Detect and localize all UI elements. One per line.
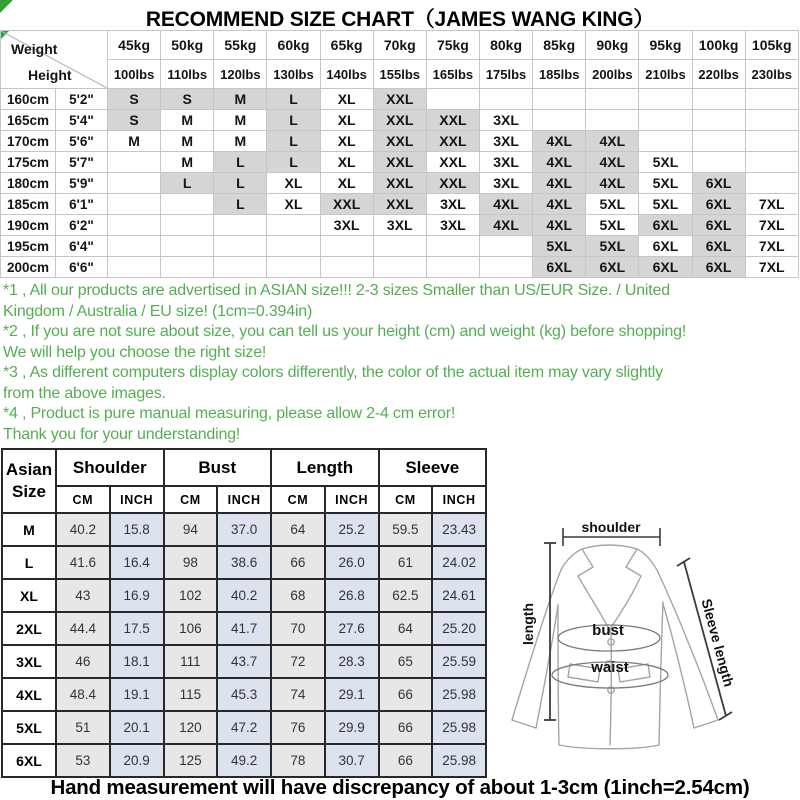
measure-value: 43.7 bbox=[217, 645, 271, 678]
size-cell: XL bbox=[320, 173, 373, 194]
measure-row bbox=[2, 678, 486, 711]
measure-value: 29.1 bbox=[325, 678, 379, 711]
size-label: Size bbox=[11, 482, 47, 501]
weight-kg-header: 90kg bbox=[586, 31, 639, 60]
measure-value: 40.2 bbox=[217, 579, 271, 612]
measure-value: 24.61 bbox=[432, 579, 486, 612]
note-line: *2 , If you are not sure about size, you can tell us your height (cm) and weight (kg) before shopping! bbox=[3, 323, 687, 340]
size-cell: XXL bbox=[373, 173, 426, 194]
size-cell: 6XL bbox=[586, 257, 639, 278]
size-cell bbox=[533, 110, 586, 131]
size-cell: L bbox=[267, 110, 320, 131]
size-cell bbox=[214, 257, 267, 278]
height-ft-label: 6'2" bbox=[56, 215, 108, 236]
size-matrix-row bbox=[1, 110, 799, 131]
measure-size-label: 3XL bbox=[2, 645, 56, 678]
measure-value: 68 bbox=[271, 579, 325, 612]
jacket-measure-diagram bbox=[498, 452, 796, 777]
measure-value: 115 bbox=[164, 678, 218, 711]
size-cell bbox=[745, 89, 798, 110]
size-cell bbox=[267, 215, 320, 236]
measure-value: 17.5 bbox=[110, 612, 164, 645]
measure-value: 25.98 bbox=[432, 678, 486, 711]
measure-value: 78 bbox=[271, 744, 325, 777]
size-matrix-row bbox=[1, 131, 799, 152]
size-cell: 3XL bbox=[426, 215, 479, 236]
size-cell: 4XL bbox=[533, 194, 586, 215]
size-cell: L bbox=[267, 131, 320, 152]
size-cell: 3XL bbox=[426, 194, 479, 215]
measure-value: 23.43 bbox=[432, 513, 486, 546]
size-cell bbox=[426, 257, 479, 278]
size-cell: 5XL bbox=[639, 152, 692, 173]
weight-lbs-header: 175lbs bbox=[479, 60, 532, 89]
size-cell bbox=[479, 257, 532, 278]
measure-row bbox=[2, 546, 486, 579]
size-cell: 6XL bbox=[692, 257, 745, 278]
height-ft-label: 6'6" bbox=[56, 257, 108, 278]
weight-lbs-header: 155lbs bbox=[373, 60, 426, 89]
asian-label: Asian bbox=[5, 459, 53, 479]
measure-sub-header: INCH bbox=[432, 486, 486, 513]
measure-value: 62.5 bbox=[379, 579, 433, 612]
measure-sub-header: CM bbox=[271, 486, 325, 513]
page-title: RECOMMEND SIZE CHART（JAMES WANG KING） bbox=[145, 8, 655, 31]
measure-value: 72 bbox=[271, 645, 325, 678]
measure-value: 16.9 bbox=[110, 579, 164, 612]
height-cm-label: 195cm bbox=[1, 236, 56, 257]
measure-group-header: Length bbox=[271, 449, 379, 486]
measure-sub-row bbox=[2, 486, 486, 513]
size-recommendation-table bbox=[0, 30, 799, 278]
measure-size-label: 4XL bbox=[2, 678, 56, 711]
measure-value: 125 bbox=[164, 744, 218, 777]
size-cell bbox=[745, 131, 798, 152]
size-matrix-row bbox=[1, 215, 799, 236]
size-cell bbox=[108, 236, 161, 257]
size-cell: XL bbox=[267, 173, 320, 194]
weight-kg-header: 60kg bbox=[267, 31, 320, 60]
measure-value: 45.3 bbox=[217, 678, 271, 711]
measure-size-label: L bbox=[2, 546, 56, 579]
size-cell: 5XL bbox=[586, 215, 639, 236]
size-cell: 6XL bbox=[692, 236, 745, 257]
size-cell: 7XL bbox=[745, 215, 798, 236]
measure-value: 98 bbox=[164, 546, 218, 579]
size-cell bbox=[161, 236, 214, 257]
measure-value: 16.4 bbox=[110, 546, 164, 579]
size-matrix-row bbox=[1, 173, 799, 194]
height-cm-label: 170cm bbox=[1, 131, 56, 152]
measure-value: 40.2 bbox=[56, 513, 110, 546]
weight-lbs-header: 220lbs bbox=[692, 60, 745, 89]
measure-value: 25.59 bbox=[432, 645, 486, 678]
measure-value: 48.4 bbox=[56, 678, 110, 711]
length-label: length bbox=[520, 603, 536, 645]
size-matrix-row bbox=[1, 236, 799, 257]
waist-label: waist bbox=[591, 659, 629, 676]
measure-row bbox=[2, 744, 486, 777]
measure-value: 53 bbox=[56, 744, 110, 777]
size-cell: 3XL bbox=[479, 131, 532, 152]
weight-lbs-row bbox=[1, 60, 799, 89]
measure-value: 25.2 bbox=[325, 513, 379, 546]
measure-size-label: 5XL bbox=[2, 711, 56, 744]
weight-lbs-header: 110lbs bbox=[161, 60, 214, 89]
weight-kg-header: 85kg bbox=[533, 31, 586, 60]
measure-value: 94 bbox=[164, 513, 218, 546]
measure-value: 61 bbox=[379, 546, 433, 579]
measure-row bbox=[2, 513, 486, 546]
weight-lbs-header: 130lbs bbox=[267, 60, 320, 89]
size-cell: XXL bbox=[426, 173, 479, 194]
measure-value: 70 bbox=[271, 612, 325, 645]
measure-value: 29.9 bbox=[325, 711, 379, 744]
size-cell: M bbox=[161, 131, 214, 152]
size-cell: XXL bbox=[320, 194, 373, 215]
asian-size-header bbox=[2, 449, 56, 513]
measure-value: 18.1 bbox=[110, 645, 164, 678]
measure-value: 46 bbox=[56, 645, 110, 678]
size-cell bbox=[745, 173, 798, 194]
measure-value: 37.0 bbox=[217, 513, 271, 546]
size-cell: 7XL bbox=[745, 236, 798, 257]
size-cell bbox=[108, 194, 161, 215]
weight-kg-header: 105kg bbox=[745, 31, 798, 60]
measure-value: 26.0 bbox=[325, 546, 379, 579]
height-cm-label: 180cm bbox=[1, 173, 56, 194]
footer-note: Hand measurement will have discrepancy of about 1-3cm (1inch=2.54cm) bbox=[50, 776, 750, 799]
measure-group-row bbox=[2, 449, 486, 486]
size-cell: M bbox=[161, 110, 214, 131]
weight-lbs-header: 100lbs bbox=[108, 60, 161, 89]
weight-lbs-header: 210lbs bbox=[639, 60, 692, 89]
size-cell: 4XL bbox=[533, 173, 586, 194]
measure-value: 25.20 bbox=[432, 612, 486, 645]
weight-lbs-header: 185lbs bbox=[533, 60, 586, 89]
measure-value: 51 bbox=[56, 711, 110, 744]
size-cell: 4XL bbox=[586, 131, 639, 152]
measure-sub-header: INCH bbox=[325, 486, 379, 513]
weight-kg-header: 95kg bbox=[639, 31, 692, 60]
measurement-table bbox=[1, 448, 487, 778]
measure-value: 64 bbox=[379, 612, 433, 645]
size-cell: 3XL bbox=[479, 110, 532, 131]
size-cell bbox=[692, 110, 745, 131]
height-cm-label: 165cm bbox=[1, 110, 56, 131]
note-line: Thank you for your understanding! bbox=[3, 425, 241, 443]
note-line: We will help you choose the right size! bbox=[3, 343, 267, 361]
asian-size-notes bbox=[3, 281, 799, 445]
size-cell: M bbox=[161, 152, 214, 173]
note-line: *3 , As different computers display colors differently, the color of the actual item may vary slightly bbox=[3, 364, 663, 381]
size-cell: M bbox=[214, 110, 267, 131]
size-cell bbox=[108, 152, 161, 173]
height-cm-label: 200cm bbox=[1, 257, 56, 278]
sleeve-length-label: Sleeve length bbox=[698, 597, 738, 689]
measure-value: 49.2 bbox=[217, 744, 271, 777]
weight-lbs-header: 230lbs bbox=[745, 60, 798, 89]
size-cell: 4XL bbox=[533, 152, 586, 173]
weight-kg-header: 75kg bbox=[426, 31, 479, 60]
measure-size-label: 6XL bbox=[2, 744, 56, 777]
measure-value: 38.6 bbox=[217, 546, 271, 579]
size-cell: L bbox=[214, 173, 267, 194]
size-matrix-row bbox=[1, 194, 799, 215]
measure-row bbox=[2, 711, 486, 744]
size-cell: XL bbox=[267, 194, 320, 215]
note-line: from the above images. bbox=[3, 384, 166, 402]
size-cell bbox=[639, 131, 692, 152]
measure-value: 65 bbox=[379, 645, 433, 678]
measure-value: 111 bbox=[164, 645, 218, 678]
weight-kg-header: 80kg bbox=[479, 31, 532, 60]
height-ft-label: 5'4" bbox=[56, 110, 108, 131]
size-cell: 5XL bbox=[639, 194, 692, 215]
weight-kg-header: 55kg bbox=[214, 31, 267, 60]
note-line: Kingdom / Australia / EU size! (1cm=0.394in) bbox=[3, 302, 313, 320]
size-cell: 5XL bbox=[533, 236, 586, 257]
size-cell: 6XL bbox=[639, 257, 692, 278]
measure-value: 66 bbox=[379, 744, 433, 777]
size-cell: 5XL bbox=[639, 173, 692, 194]
size-cell: 3XL bbox=[320, 215, 373, 236]
size-cell bbox=[108, 173, 161, 194]
size-cell bbox=[639, 89, 692, 110]
height-cm-label: 190cm bbox=[1, 215, 56, 236]
size-cell bbox=[320, 236, 373, 257]
size-cell bbox=[586, 110, 639, 131]
measure-value: 20.9 bbox=[110, 744, 164, 777]
measure-row bbox=[2, 612, 486, 645]
size-cell: 3XL bbox=[479, 152, 532, 173]
size-cell: 4XL bbox=[479, 194, 532, 215]
size-cell bbox=[161, 215, 214, 236]
size-cell: 7XL bbox=[745, 194, 798, 215]
height-ft-label: 5'6" bbox=[56, 131, 108, 152]
height-ft-label: 5'7" bbox=[56, 152, 108, 173]
size-cell: 6XL bbox=[533, 257, 586, 278]
corner-weight-label: Weight bbox=[11, 41, 58, 57]
size-cell: S bbox=[108, 110, 161, 131]
weight-lbs-header: 120lbs bbox=[214, 60, 267, 89]
weight-lbs-header: 140lbs bbox=[320, 60, 373, 89]
measure-size-label: XL bbox=[2, 579, 56, 612]
size-cell: 5XL bbox=[586, 236, 639, 257]
measure-value: 47.2 bbox=[217, 711, 271, 744]
measure-value: 74 bbox=[271, 678, 325, 711]
height-ft-label: 5'2" bbox=[56, 89, 108, 110]
measure-value: 44.4 bbox=[56, 612, 110, 645]
size-cell: 6XL bbox=[639, 236, 692, 257]
size-cell bbox=[214, 236, 267, 257]
size-cell bbox=[479, 236, 532, 257]
measure-group-header: Sleeve bbox=[379, 449, 487, 486]
measure-sub-header: CM bbox=[164, 486, 218, 513]
measure-value: 41.7 bbox=[217, 612, 271, 645]
measure-value: 64 bbox=[271, 513, 325, 546]
weight-kg-header: 100kg bbox=[692, 31, 745, 60]
size-cell bbox=[745, 110, 798, 131]
measure-sub-header: CM bbox=[56, 486, 110, 513]
size-cell: L bbox=[214, 152, 267, 173]
size-cell: L bbox=[214, 194, 267, 215]
size-cell: 7XL bbox=[745, 257, 798, 278]
measure-row bbox=[2, 579, 486, 612]
weight-kg-row bbox=[1, 31, 799, 60]
size-cell bbox=[161, 194, 214, 215]
size-cell bbox=[692, 131, 745, 152]
size-cell bbox=[745, 152, 798, 173]
measure-value: 27.6 bbox=[325, 612, 379, 645]
measure-value: 102 bbox=[164, 579, 218, 612]
size-cell bbox=[320, 257, 373, 278]
measure-size-label: M bbox=[2, 513, 56, 546]
measure-value: 26.8 bbox=[325, 579, 379, 612]
size-cell: XXL bbox=[426, 152, 479, 173]
weight-kg-header: 65kg bbox=[320, 31, 373, 60]
size-cell: XL bbox=[320, 110, 373, 131]
measure-value: 24.02 bbox=[432, 546, 486, 579]
height-cm-label: 175cm bbox=[1, 152, 56, 173]
size-matrix-row bbox=[1, 89, 799, 110]
size-cell: 6XL bbox=[692, 173, 745, 194]
measure-value: 76 bbox=[271, 711, 325, 744]
measure-value: 20.1 bbox=[110, 711, 164, 744]
size-cell: XL bbox=[320, 152, 373, 173]
size-cell: XL bbox=[320, 89, 373, 110]
size-cell: 4XL bbox=[533, 131, 586, 152]
size-cell bbox=[426, 236, 479, 257]
size-matrix-row bbox=[1, 257, 799, 278]
size-cell: 3XL bbox=[373, 215, 426, 236]
size-cell: 6XL bbox=[639, 215, 692, 236]
size-cell bbox=[373, 257, 426, 278]
measure-value: 30.7 bbox=[325, 744, 379, 777]
size-cell: 4XL bbox=[586, 173, 639, 194]
size-cell: 4XL bbox=[586, 152, 639, 173]
measure-value: 106 bbox=[164, 612, 218, 645]
size-cell bbox=[267, 236, 320, 257]
weight-lbs-header: 165lbs bbox=[426, 60, 479, 89]
size-cell: 6XL bbox=[692, 215, 745, 236]
weight-lbs-header: 200lbs bbox=[586, 60, 639, 89]
size-cell: L bbox=[161, 173, 214, 194]
size-cell bbox=[479, 89, 532, 110]
size-cell: XXL bbox=[373, 110, 426, 131]
measure-value: 43 bbox=[56, 579, 110, 612]
measure-value: 28.3 bbox=[325, 645, 379, 678]
measure-size-label: 2XL bbox=[2, 612, 56, 645]
measure-value: 120 bbox=[164, 711, 218, 744]
size-cell: L bbox=[267, 89, 320, 110]
size-cell: S bbox=[161, 89, 214, 110]
measure-row bbox=[2, 645, 486, 678]
bust-label: bust bbox=[592, 622, 624, 639]
measure-group-header: Shoulder bbox=[56, 449, 164, 486]
size-cell bbox=[426, 89, 479, 110]
size-cell bbox=[639, 110, 692, 131]
size-cell: 5XL bbox=[586, 194, 639, 215]
size-cell: XXL bbox=[373, 89, 426, 110]
measure-value: 15.8 bbox=[110, 513, 164, 546]
note-line: *4 , Product is pure manual measuring, please allow 2-4 cm error! bbox=[3, 405, 456, 422]
size-cell: M bbox=[214, 89, 267, 110]
size-cell bbox=[586, 89, 639, 110]
size-cell: XXL bbox=[426, 131, 479, 152]
height-ft-label: 5'9" bbox=[56, 173, 108, 194]
size-cell: L bbox=[267, 152, 320, 173]
height-ft-label: 6'4" bbox=[56, 236, 108, 257]
height-cm-label: 160cm bbox=[1, 89, 56, 110]
size-cell: 3XL bbox=[479, 173, 532, 194]
weight-kg-header: 70kg bbox=[373, 31, 426, 60]
measure-value: 66 bbox=[271, 546, 325, 579]
size-cell: M bbox=[108, 131, 161, 152]
size-cell: XXL bbox=[373, 152, 426, 173]
measure-value: 25.98 bbox=[432, 711, 486, 744]
size-cell: S bbox=[108, 89, 161, 110]
size-cell bbox=[108, 257, 161, 278]
measure-sub-header: CM bbox=[379, 486, 433, 513]
size-cell: 4XL bbox=[533, 215, 586, 236]
size-cell bbox=[373, 236, 426, 257]
size-cell bbox=[214, 215, 267, 236]
size-cell: 4XL bbox=[479, 215, 532, 236]
measure-sub-header: INCH bbox=[110, 486, 164, 513]
size-cell bbox=[692, 89, 745, 110]
measure-value: 25.98 bbox=[432, 744, 486, 777]
size-cell bbox=[692, 152, 745, 173]
size-matrix-row bbox=[1, 152, 799, 173]
weight-height-corner-cell bbox=[1, 31, 108, 89]
measure-value: 41.6 bbox=[56, 546, 110, 579]
height-cm-label: 185cm bbox=[1, 194, 56, 215]
size-cell: 6XL bbox=[692, 194, 745, 215]
size-cell: M bbox=[214, 131, 267, 152]
measure-sub-header: INCH bbox=[217, 486, 271, 513]
measure-group-header: Bust bbox=[164, 449, 272, 486]
shoulder-label: shoulder bbox=[581, 519, 641, 535]
measure-value: 19.1 bbox=[110, 678, 164, 711]
size-cell bbox=[267, 257, 320, 278]
weight-kg-header: 45kg bbox=[108, 31, 161, 60]
size-cell bbox=[533, 89, 586, 110]
measure-value: 66 bbox=[379, 711, 433, 744]
note-line: *1 , All our products are advertised in ASIAN size!!! 2-3 sizes Smaller than US/EUR Size. / United bbox=[3, 282, 670, 299]
measure-value: 66 bbox=[379, 678, 433, 711]
size-cell: XXL bbox=[426, 110, 479, 131]
weight-kg-header: 50kg bbox=[161, 31, 214, 60]
size-cell bbox=[161, 257, 214, 278]
size-cell: XXL bbox=[373, 194, 426, 215]
size-cell: XL bbox=[320, 131, 373, 152]
measure-value: 59.5 bbox=[379, 513, 433, 546]
size-cell: XXL bbox=[373, 131, 426, 152]
height-ft-label: 6'1" bbox=[56, 194, 108, 215]
corner-height-label: Height bbox=[28, 67, 72, 83]
size-cell bbox=[108, 215, 161, 236]
